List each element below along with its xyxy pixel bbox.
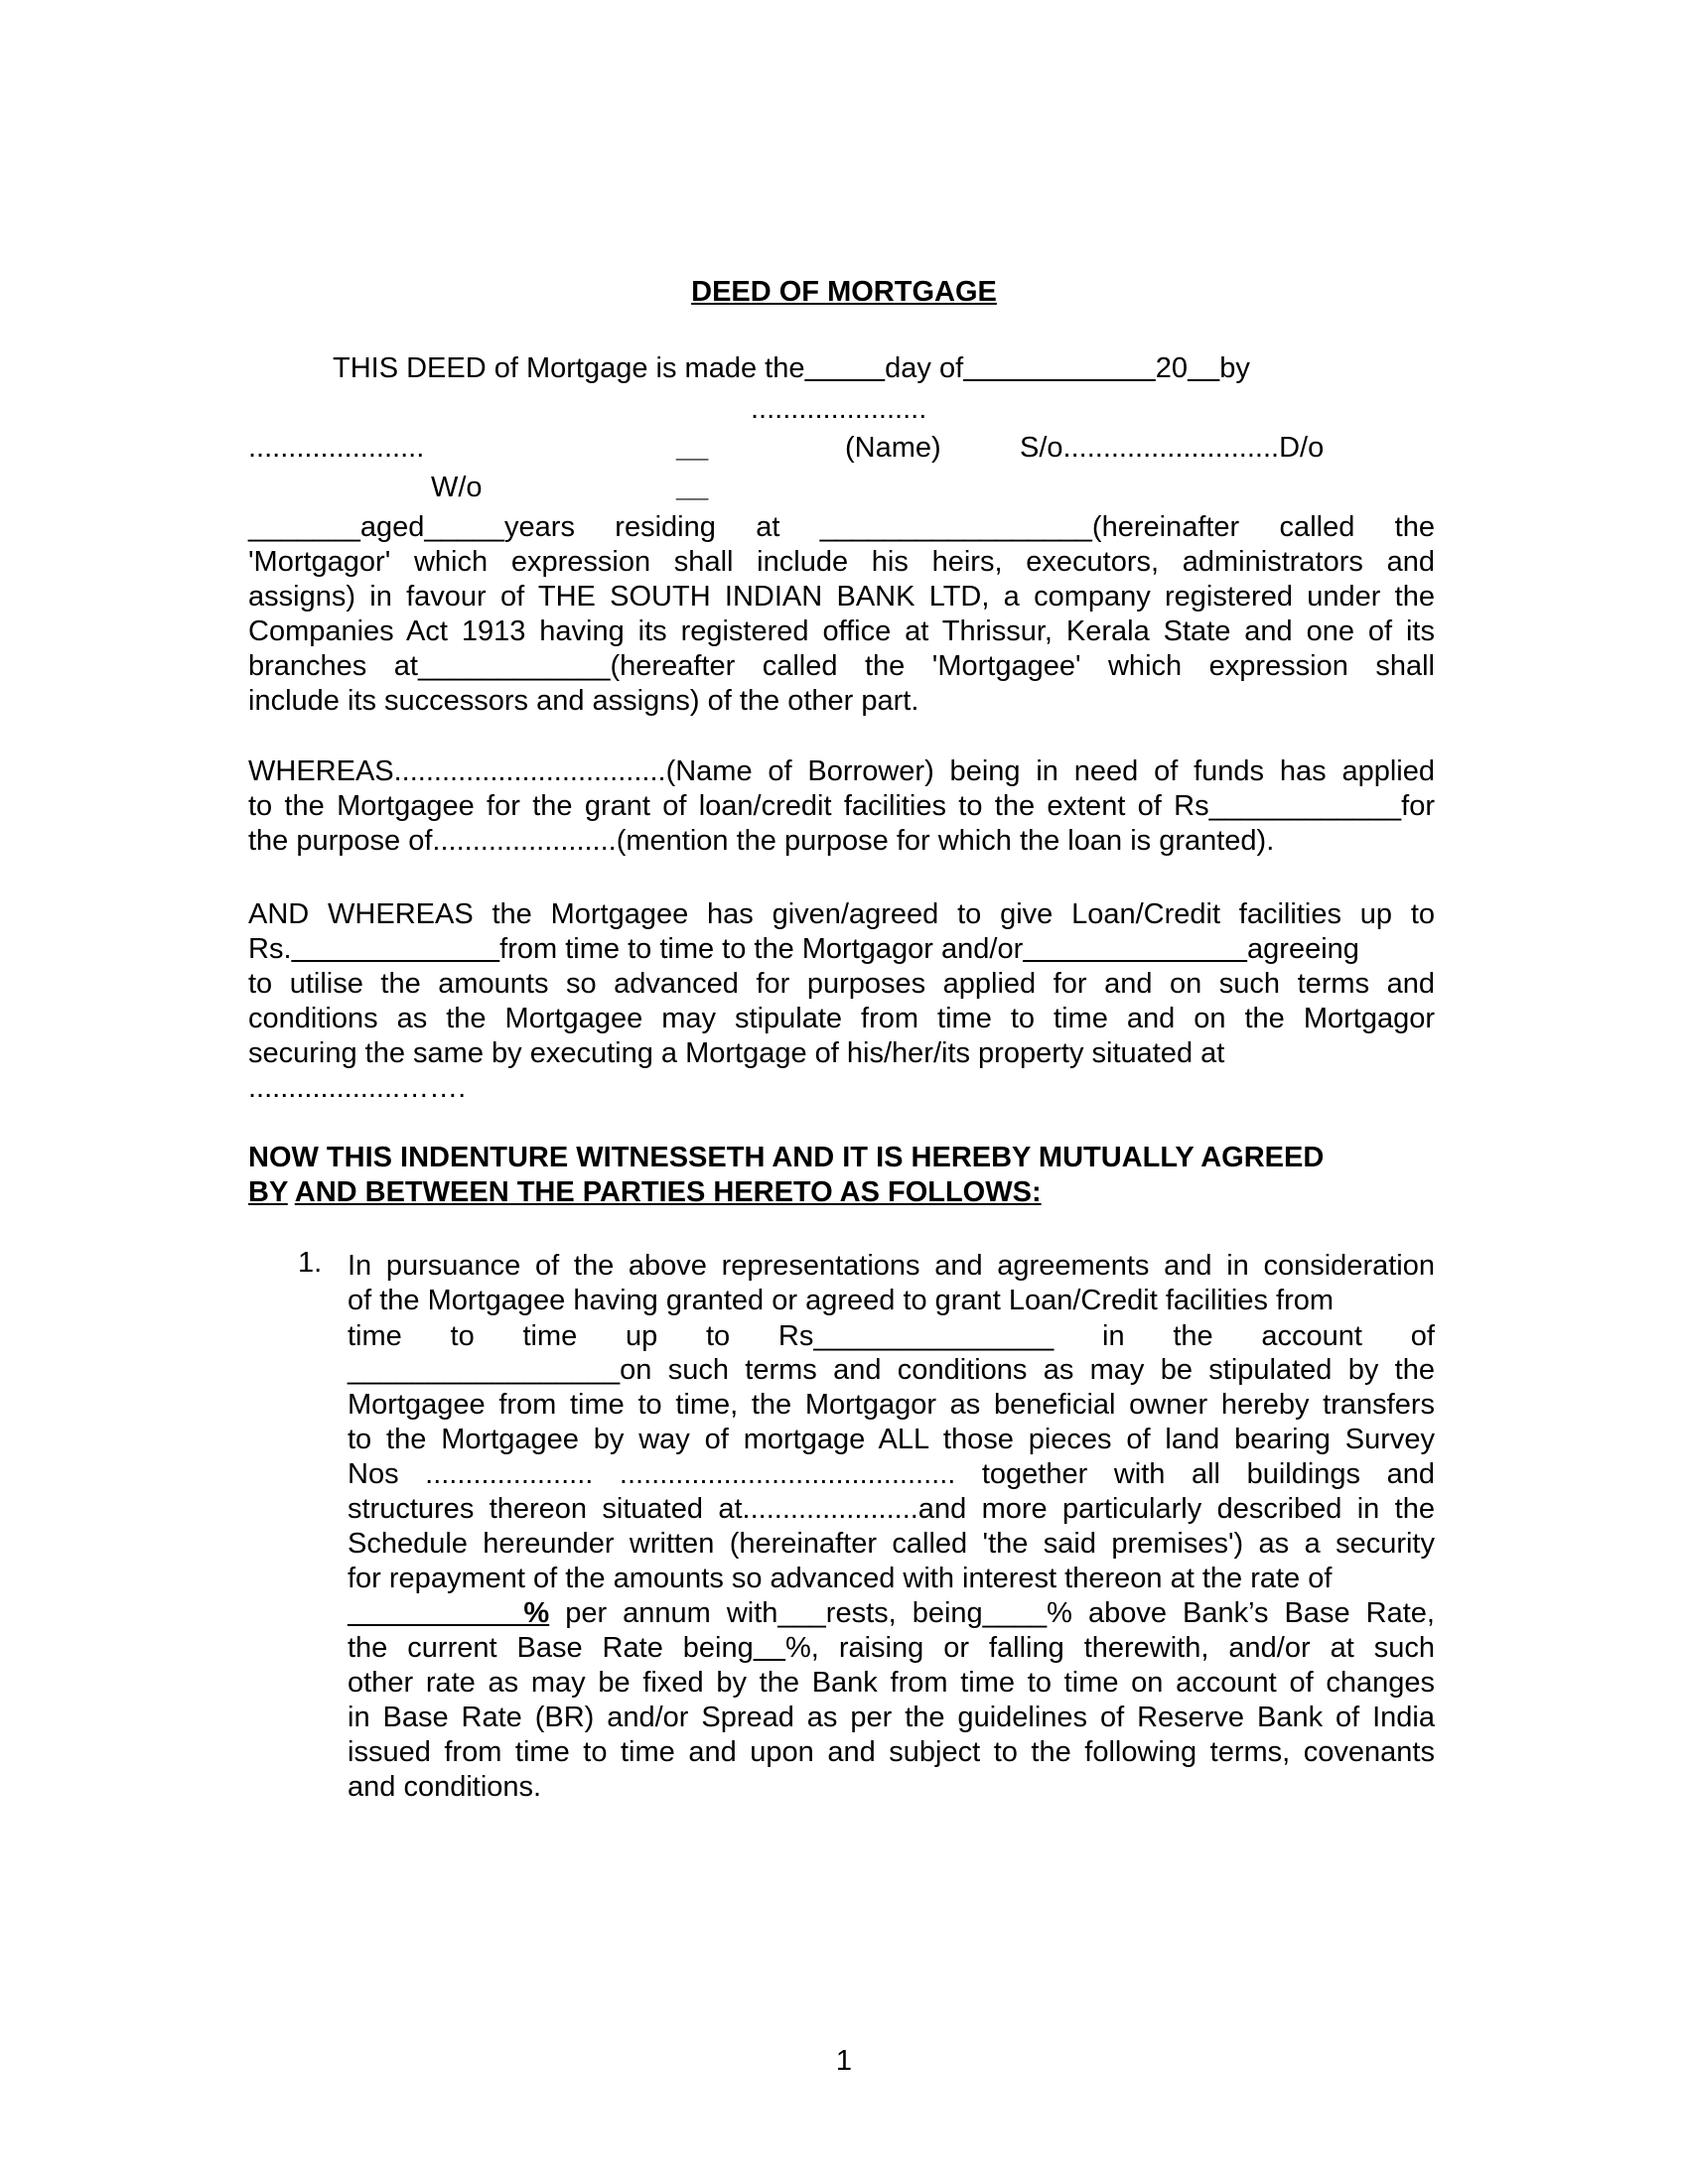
- whereas-line: the purpose of.......................(mention the purpose for which the loan is granted).: [248, 825, 1275, 857]
- whereas-line: to the Mortgagee for the grant of loan/credit facilities to the extent of Rs____________for: [248, 790, 1435, 822]
- witnesseth-rest: AND BETWEEN THE PARTIES HERETO AS FOLLOWS:: [294, 1176, 1042, 1208]
- clause-line: _________________on such terms and conditions as may be stipulated by the: [348, 1354, 1435, 1386]
- clause-line: to the Mortgagee by way of mortgage ALL those pieces of land bearing Survey: [348, 1424, 1435, 1455]
- word: Rs_______________: [777, 1320, 1055, 1352]
- blank-year: __: [1187, 352, 1220, 384]
- word: account: [1261, 1320, 1362, 1352]
- intro-text-3: 20: [1155, 352, 1188, 384]
- blank-and-or: ______________: [1023, 933, 1248, 965]
- dash-1: __: [676, 432, 709, 464]
- dash-2: __: [676, 472, 709, 503]
- word: in: [1102, 1320, 1125, 1352]
- and-whereas-line: to utilise the amounts so advanced for purposes applied for and on such terms and: [248, 968, 1435, 1000]
- intro-text-4: by: [1219, 352, 1250, 384]
- word: the: [1173, 1320, 1213, 1352]
- clause-line: and conditions.: [348, 1771, 542, 1803]
- party-line: Companies Act 1913 having its registered office at Thrissur, Kerala State and one of its: [248, 615, 1435, 647]
- word: time: [348, 1320, 402, 1352]
- blank-month: ____________: [963, 352, 1156, 384]
- intro-text-2: day of: [885, 352, 964, 384]
- wife-of-label: W/o: [431, 472, 483, 503]
- and-whereas-line-2: [248, 932, 1435, 967]
- blank-day: _____: [804, 352, 886, 384]
- and-whereas-line: ...................…….: [248, 1072, 467, 1104]
- dots-left: ......................: [248, 432, 425, 464]
- rate-text: per annum with___rests, being____% above Bank’s Base Rate,: [549, 1597, 1435, 1629]
- and-whereas-line: conditions as the Mortgagee may stipulate from time to time and on the Mortgagor: [248, 1003, 1435, 1034]
- clause-line: Nos ..................... .......................................... together with all buildings and: [348, 1458, 1435, 1490]
- blank-base-rate: __: [753, 1632, 786, 1664]
- clause-line: for repayment of the amounts so advanced with interest thereon at the rate of: [348, 1563, 1333, 1594]
- base-rate-text-2: %, raising or falling therewith, and/or at such: [785, 1632, 1435, 1664]
- son-of-label: S/o...........................D/o: [1020, 432, 1325, 464]
- rs-label: Rs.: [248, 933, 292, 965]
- clause-number: 1.: [298, 1247, 323, 1279]
- clause-line-base-rate: [348, 1631, 1435, 1666]
- party-paragraph: [248, 510, 1435, 719]
- clause-line: other rate as may be fixed by the Bank from time to time on account of changes: [348, 1667, 1435, 1699]
- intro-line: [333, 354, 1250, 383]
- witnesseth-by: BY: [248, 1176, 288, 1208]
- base-rate-text: the current Base Rate being: [348, 1632, 754, 1664]
- intro-text-1: THIS DEED of Mortgage is made the: [333, 352, 805, 384]
- blank-rate: ___________%: [348, 1597, 550, 1629]
- clause-1-lines-b: [348, 1353, 1435, 1805]
- from-time-text: from time to time to the Mortgagor and/or: [499, 933, 1024, 965]
- clause-line-3: [348, 1322, 1435, 1351]
- clause-line: structures thereon situated at......................and more particularly described in the: [348, 1493, 1435, 1525]
- clause-line: Mortgagee from time to time, the Mortgagor as beneficial owner hereby transfers: [348, 1389, 1435, 1421]
- whereas-line: WHEREAS..................................(Name of Borrower) being in need of funds has applied: [248, 755, 1435, 787]
- party-line: assigns) in favour of THE SOUTH INDIAN BANK LTD, a company registered under the: [248, 581, 1435, 613]
- and-whereas-line: securing the same by executing a Mortgage of his/her/its property situated at: [248, 1037, 1225, 1069]
- party-line: branches at____________(hereafter called the 'Mortgagee' which expression shall: [248, 650, 1435, 682]
- word: to: [450, 1320, 475, 1352]
- page-number: 1: [835, 2045, 853, 2077]
- dots-center: ......................: [751, 393, 927, 425]
- party-line: 'Mortgagor' which expression shall include his heirs, executors, administrators and: [248, 546, 1435, 578]
- clause-line: issued from time to time and upon and subject to the following terms, covenants: [348, 1736, 1435, 1768]
- name-label: (Name): [845, 432, 941, 464]
- and-whereas-line: AND WHEREAS the Mortgagee has given/agreed to give Loan/Credit facilities up to: [248, 898, 1435, 930]
- party-line: include its successors and assigns) of the other part.: [248, 685, 919, 717]
- word: up: [625, 1320, 658, 1352]
- word: to: [705, 1320, 731, 1352]
- blank-amount: _____________: [291, 933, 500, 965]
- witnesseth-heading-1: NOW THIS INDENTURE WITNESSETH AND IT IS HEREBY MUTUALLY AGREED: [248, 1142, 1325, 1173]
- clause-1-lines-a: [348, 1249, 1435, 1318]
- word: of: [1410, 1320, 1435, 1352]
- document-title: DEED OF MORTGAGE: [691, 276, 997, 308]
- and-whereas-paragraph: [248, 897, 1435, 1106]
- clause-line: Schedule hereunder written (hereinafter called 'the said premises') as a security: [348, 1528, 1435, 1560]
- agreeing-text: agreeing: [1247, 933, 1359, 965]
- clause-line-rate: [348, 1596, 1435, 1631]
- word: time: [522, 1320, 578, 1352]
- party-line: _______aged_____years residing at _________________(hereinafter called the: [248, 511, 1435, 543]
- whereas-paragraph: [248, 754, 1435, 859]
- witnesseth-heading-2: [248, 1178, 1042, 1207]
- clause-line: in Base Rate (BR) and/or Spread as per the guidelines of Reserve Bank of India: [348, 1702, 1435, 1733]
- clause-line: of the Mortgagee having granted or agreed to grant Loan/Credit facilities from: [348, 1285, 1335, 1316]
- clause-line: In pursuance of the above representations and agreements and in consideration: [348, 1250, 1435, 1282]
